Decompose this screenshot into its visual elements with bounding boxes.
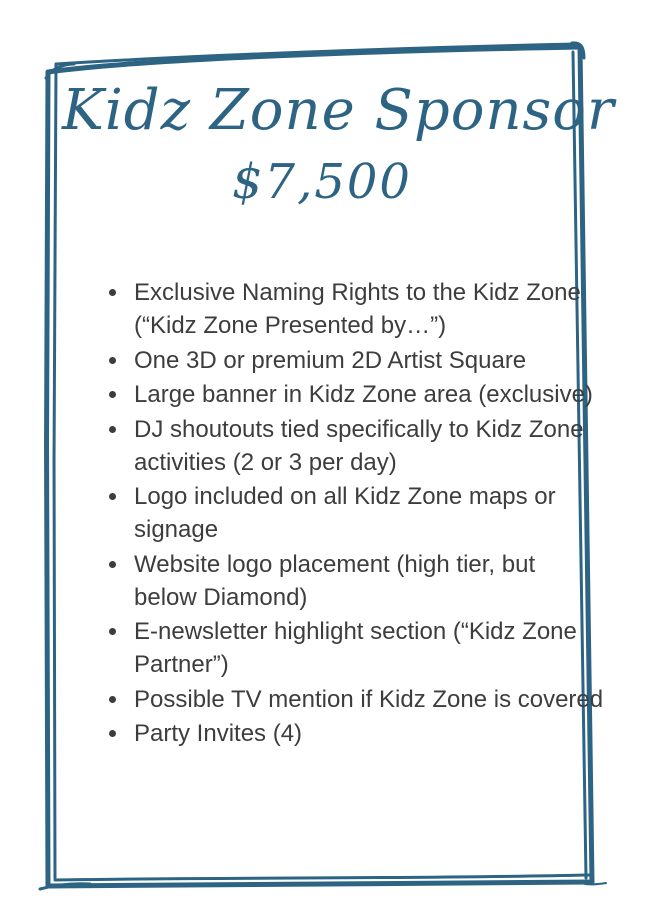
benefit-item: • Party Invites (4) (130, 717, 604, 750)
benefit-item: • Website logo placement (high tier, but below Diamond) (130, 548, 604, 614)
sponsor-tier-title: Kidz Zone Sponsor (62, 78, 615, 143)
benefit-item: • Possible TV mention if Kidz Zone is covered (130, 683, 604, 716)
benefit-item: • Logo included on all Kidz Zone maps or signage (130, 480, 604, 546)
benefit-item: • One 3D or premium 2D Artist Square (130, 344, 604, 377)
sponsor-card (62, 62, 615, 872)
benefit-item: • Exclusive Naming Rights to the Kidz Zone (“Kidz Zone Presented by…”) (130, 276, 604, 342)
benefit-item: • DJ shoutouts tied specifically to Kidz Zone activities (2 or 3 per day) (130, 413, 604, 479)
benefit-item: • Large banner in Kidz Zone area (exclusive) (130, 378, 604, 411)
benefits-list (108, 276, 604, 752)
sponsor-price: $7,500 (232, 154, 412, 210)
benefit-item: • E-newsletter highlight section (“Kidz Zone Partner”) (130, 615, 604, 681)
